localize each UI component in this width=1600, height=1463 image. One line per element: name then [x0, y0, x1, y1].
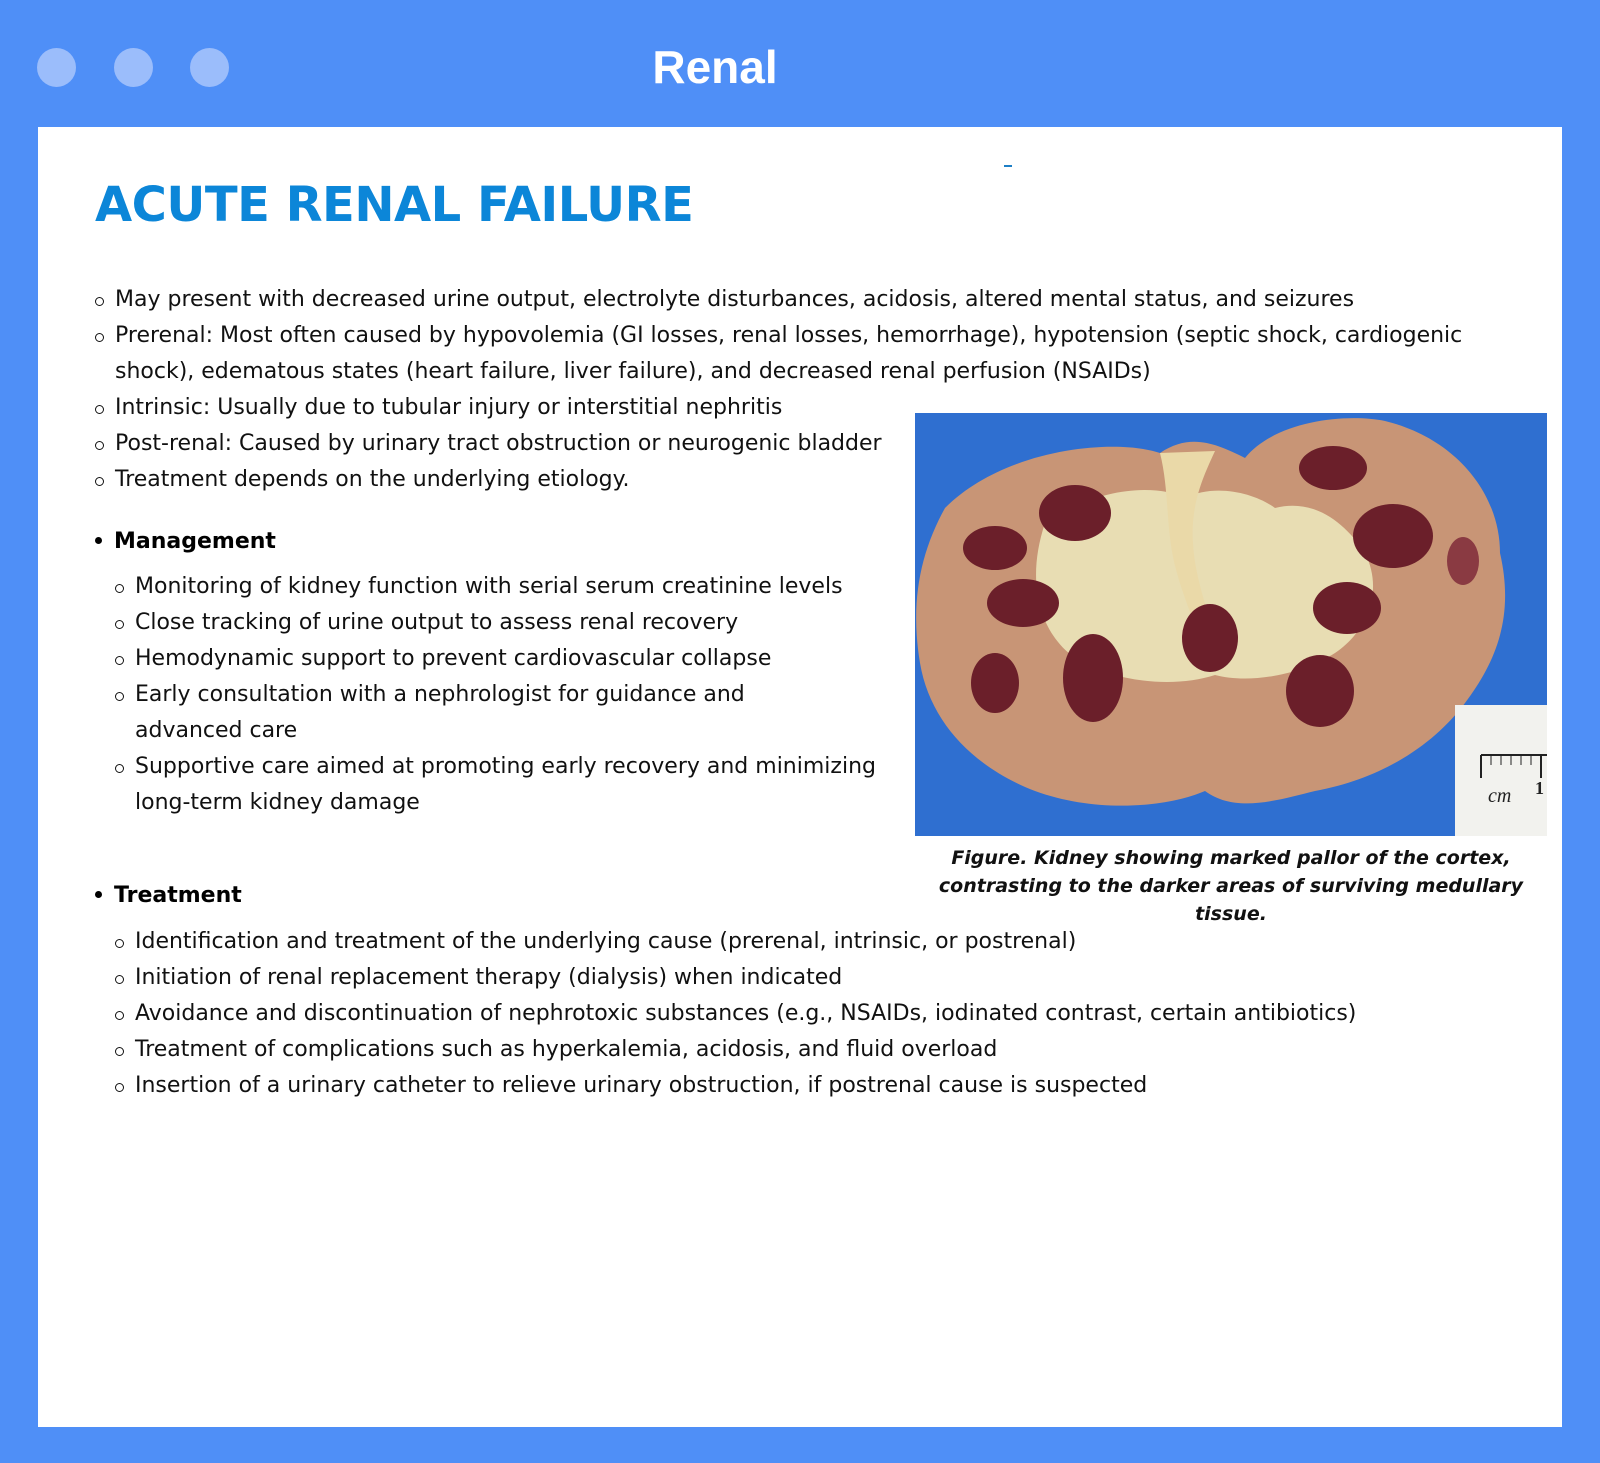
list-item-text: Monitoring of kidney function with serial serum creatinine levels: [135, 574, 843, 599]
list-item: [115, 960, 1535, 996]
hollow-bullet-icon: [115, 764, 124, 773]
list-item-text: Prerenal: Most often caused by hypovolemia (GI losses, renal losses, hemorrhage), hypotension (septic shock, cardiogenic shock), edematous states (heart failure, liver failure), and decreased renal perfusion (NSAIDs): [115, 323, 1463, 384]
list-item-text: Early consultation with a nephrologist for guidance and advanced care: [135, 682, 745, 743]
list-item: [115, 1068, 1535, 1104]
medulla-pyramid: [1353, 504, 1433, 568]
list-item-text: Intrinsic: Usually due to tubular injury or interstitial nephritis: [115, 395, 783, 420]
medulla-pyramid: [971, 653, 1019, 713]
figure: [915, 413, 1547, 928]
hollow-bullet-icon: [115, 584, 124, 593]
section-title: Treatment: [114, 883, 242, 908]
medulla-pyramid: [987, 579, 1059, 627]
list-item-text: Insertion of a urinary catheter to relieve urinary obstruction, if postrenal cause is suspected: [135, 1073, 1148, 1098]
list-item-text: Identification and treatment of the underlying cause (prerenal, intrinsic, or postrenal): [135, 929, 1077, 954]
medulla-pyramid: [1286, 655, 1354, 727]
list-item-text: Avoidance and discontinuation of nephrotoxic substances (e.g., NSAIDs, iodinated contrast, certain antibiotics): [135, 1001, 1357, 1026]
list-item: [115, 749, 895, 821]
list-item-text: Hemodynamic support to prevent cardiovascular collapse: [135, 646, 772, 671]
section-title: Management: [114, 529, 276, 554]
hollow-bullet-icon: [115, 1011, 124, 1020]
hollow-bullet-icon: [115, 692, 124, 701]
list-item-text: Close tracking of urine output to assess renal recovery: [135, 610, 739, 635]
window-titlebar: [0, 0, 1600, 127]
hollow-bullet-icon: [115, 656, 124, 665]
list-item: [115, 569, 895, 605]
list-item: [95, 282, 1515, 318]
list-item: [115, 677, 755, 749]
medulla-pyramid: [1063, 634, 1123, 722]
medulla-pyramid: [1447, 537, 1479, 585]
hollow-bullet-icon: [115, 620, 124, 629]
scale-label: cm: [1488, 785, 1512, 807]
list-item: [115, 924, 1535, 960]
medulla-pyramid: [1299, 446, 1367, 490]
list-item: [115, 641, 895, 677]
hollow-bullet-icon: [115, 975, 124, 984]
treatment-list: [115, 924, 1535, 1104]
page-title: ACUTE RENAL FAILURE: [95, 177, 694, 233]
list-item: [115, 1032, 1535, 1068]
list-item: [95, 318, 1515, 390]
hollow-bullet-icon: [115, 939, 124, 948]
hollow-bullet-icon: [115, 1047, 124, 1056]
management-heading: [95, 529, 276, 554]
list-item-text: Post-renal: Caused by urinary tract obstruction or neurogenic bladder: [115, 431, 882, 456]
list-item-text: Supportive care aimed at promoting early recovery and minimizing long-term kidney damage: [135, 754, 876, 815]
divider: [1004, 165, 1012, 167]
list-item: [115, 605, 895, 641]
hollow-bullet-icon: [115, 1083, 124, 1092]
filled-bullet-icon: [95, 891, 102, 898]
hollow-bullet-icon: [95, 441, 104, 450]
list-item-text: Initiation of renal replacement therapy (dialysis) when indicated: [135, 965, 843, 990]
hollow-bullet-icon: [95, 405, 104, 414]
kidney-photo: [915, 413, 1547, 836]
filled-bullet-icon: [95, 537, 102, 544]
window-title: Renal: [652, 41, 778, 93]
list-item: [95, 426, 895, 462]
list-item: [95, 462, 895, 498]
list-item-text: Treatment of complications such as hyperkalemia, acidosis, and fluid overload: [135, 1037, 998, 1062]
medulla-pyramid: [963, 526, 1027, 570]
management-list: [115, 569, 895, 821]
treatment-heading: [95, 883, 242, 908]
scale-number: 1: [1535, 778, 1544, 798]
list-item: [95, 390, 895, 426]
list-item-text: Treatment depends on the underlying etiology.: [115, 467, 630, 492]
medulla-pyramid: [1039, 485, 1111, 541]
hollow-bullet-icon: [95, 477, 104, 486]
figure-caption: Figure. Kidney showing marked pallor of the cortex, contrasting to the darker areas of surviving medullary tissue.: [938, 847, 1524, 925]
hollow-bullet-icon: [95, 297, 104, 306]
hollow-bullet-icon: [95, 333, 104, 342]
scale-card: [1455, 705, 1547, 836]
medulla-pyramid: [1313, 582, 1381, 634]
list-item-text: May present with decreased urine output, electrolyte disturbances, acidosis, altered mental status, and seizures: [115, 287, 1355, 312]
medulla-pyramid: [1182, 604, 1238, 672]
list-item: [115, 996, 1535, 1032]
content-panel: [38, 127, 1562, 1427]
